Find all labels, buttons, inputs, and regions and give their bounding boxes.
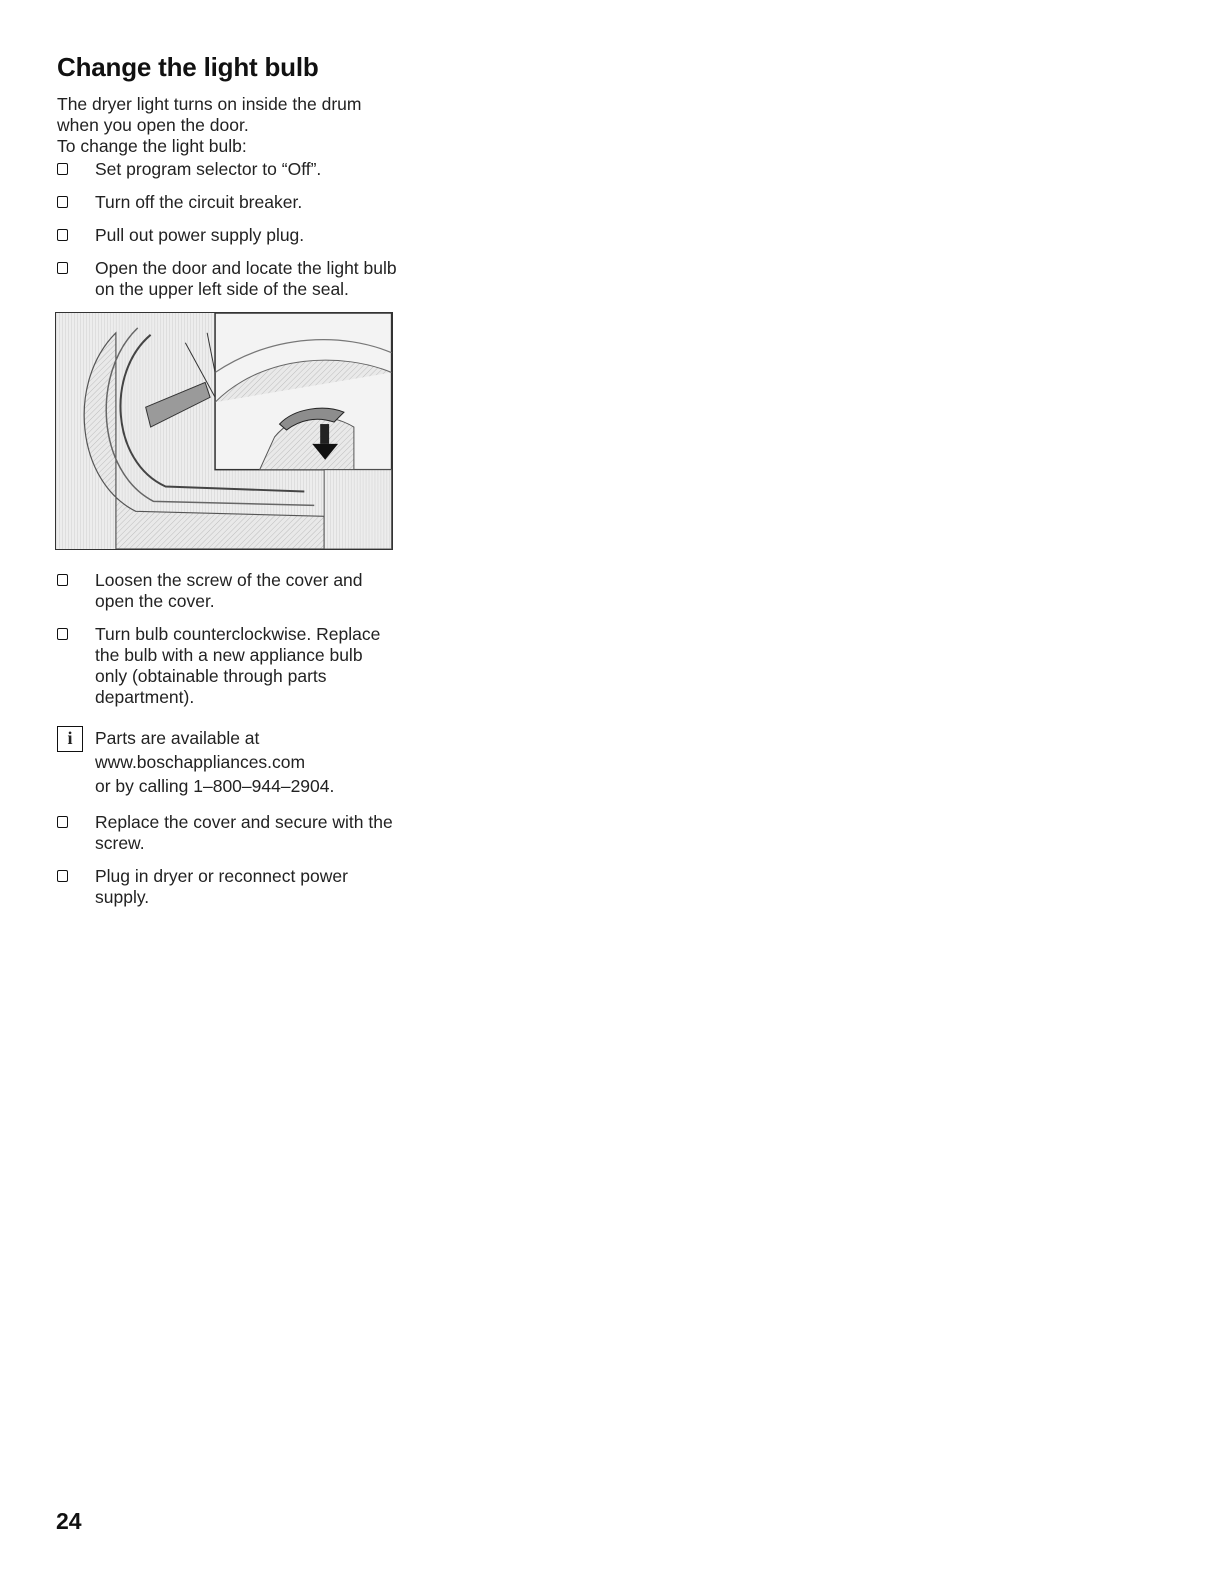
checkbox-bullet-icon [57,163,68,175]
list-item: Open the door and locate the light bulb on the upper left side of the seal. [57,258,397,300]
page-number: 24 [56,1508,82,1534]
checkbox-bullet-icon [57,816,68,828]
illustration-svg [56,313,392,549]
steps-list-final [57,812,397,908]
list-item: Set program selector to “Off”. [57,159,397,180]
checkbox-bullet-icon [57,628,68,640]
list-item: Turn bulb counterclockwise. Replace the bulb with a new appliance bulb only (obtainable through parts department). [57,624,397,708]
list-item: Turn off the circuit breaker. [57,192,397,213]
note-line: Parts are available at [95,728,260,748]
dryer-light-cover-illustration [55,312,393,550]
info-note [57,726,397,798]
checkbox-bullet-icon [57,870,68,882]
steps-list-before [57,159,397,300]
intro-paragraph: The dryer light turns on inside the drum when you open the door. [57,94,362,135]
note-phone: or by calling 1–800–944–2904. [95,776,335,796]
checkbox-bullet-icon [57,574,68,586]
list-item: Pull out power supply plug. [57,225,397,246]
list-item: Plug in dryer or reconnect power supply. [57,866,397,908]
page-title: Change the light bulb [57,52,319,82]
checkbox-bullet-icon [57,229,68,241]
list-item: Loosen the screw of the cover and open the cover. [57,570,397,612]
note-link: www.boschappliances.com [95,752,306,772]
steps-list-after [57,570,397,708]
checkbox-bullet-icon [57,262,68,274]
intro-lead: To change the light bulb: [57,136,247,156]
info-icon: i [57,726,83,752]
checkbox-bullet-icon [57,196,68,208]
list-item: Replace the cover and secure with the screw. [57,812,397,854]
content-column [57,50,397,920]
